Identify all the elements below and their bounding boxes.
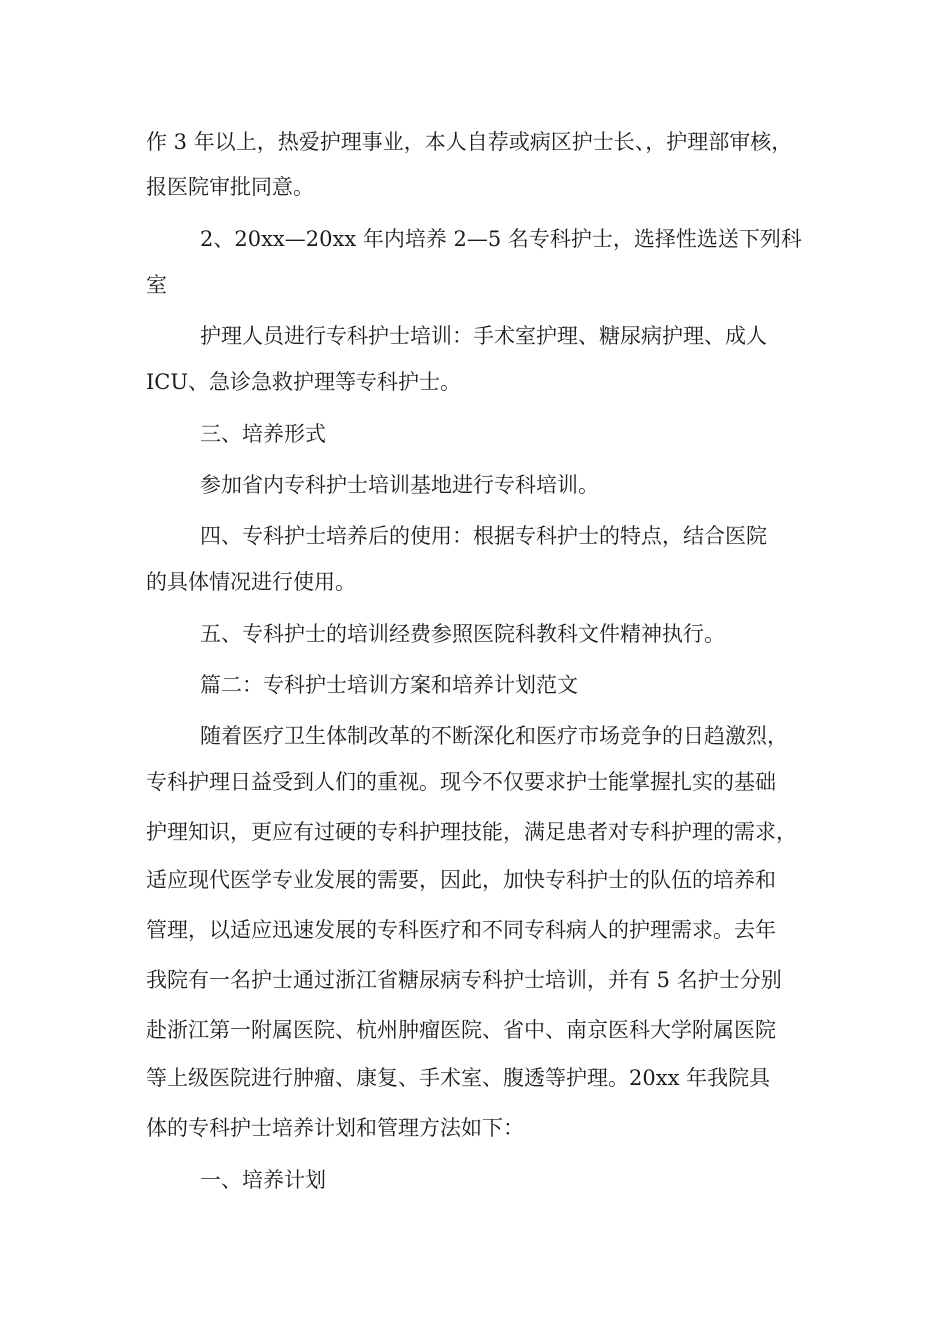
text-line: 护理人员进行专科护士培训：手术室护理、糖尿病护理、成人: [200, 324, 767, 348]
text-line: 我院有一名护士通过浙江省糖尿病专科护士培训，并有 5 名护士分别: [146, 968, 782, 992]
text-line: 室: [146, 273, 167, 297]
text-line: 随着医疗卫生体制改革的不断深化和医疗市场竞争的日趋激烈，: [200, 724, 788, 748]
text-line: 作 3 年以上，热爱护理事业，本人自荐或病区护士长、，护理部审核，: [146, 130, 793, 154]
text-line: 等上级医院进行肿瘤、康复、手术室、腹透等护理。20xx 年我院具: [146, 1066, 771, 1090]
text-line: 报医院审批同意。: [146, 175, 314, 199]
text-line: 赴浙江第一附属医院、杭州肿瘤医院、省中、南京医科大学附属医院: [146, 1018, 776, 1042]
text-line: 适应现代医学专业发展的需要，因此，加快专科护士的队伍的培养和: [146, 868, 776, 892]
text-line: 四、专科护士培养后的使用：根据专科护士的特点，结合医院: [200, 524, 767, 548]
text-line: 五、专科护士的培训经费参照医院科教科文件精神执行。: [200, 622, 725, 646]
text-line: 专科护理日益受到人们的重视。现今不仅要求护士能掌握扎实的基础: [146, 770, 776, 794]
text-line: 参加省内专科护士培训基地进行专科培训。: [200, 473, 599, 497]
text-line: ICU、急诊急救护理等专科护士。: [146, 370, 462, 394]
text-line: 护理知识，更应有过硬的专科护理技能，满足患者对专科护理的需求，: [146, 820, 797, 844]
section-heading: 一、培养计划: [200, 1168, 326, 1192]
text-line: 体的专科护士培养计划和管理方法如下：: [146, 1116, 524, 1140]
text-line: 管理，以适应迅速发展的专科医疗和不同专科病人的护理需求。去年: [146, 918, 776, 942]
text-line: 2、20xx—20xx 年内培养 2—5 名专科护士，选择性选送下列科: [200, 227, 802, 251]
article-title: 篇二：专科护士培训方案和培养计划范文: [200, 673, 578, 697]
section-heading: 三、培养形式: [200, 422, 326, 446]
text-line: 的具体情况进行使用。: [146, 570, 356, 594]
